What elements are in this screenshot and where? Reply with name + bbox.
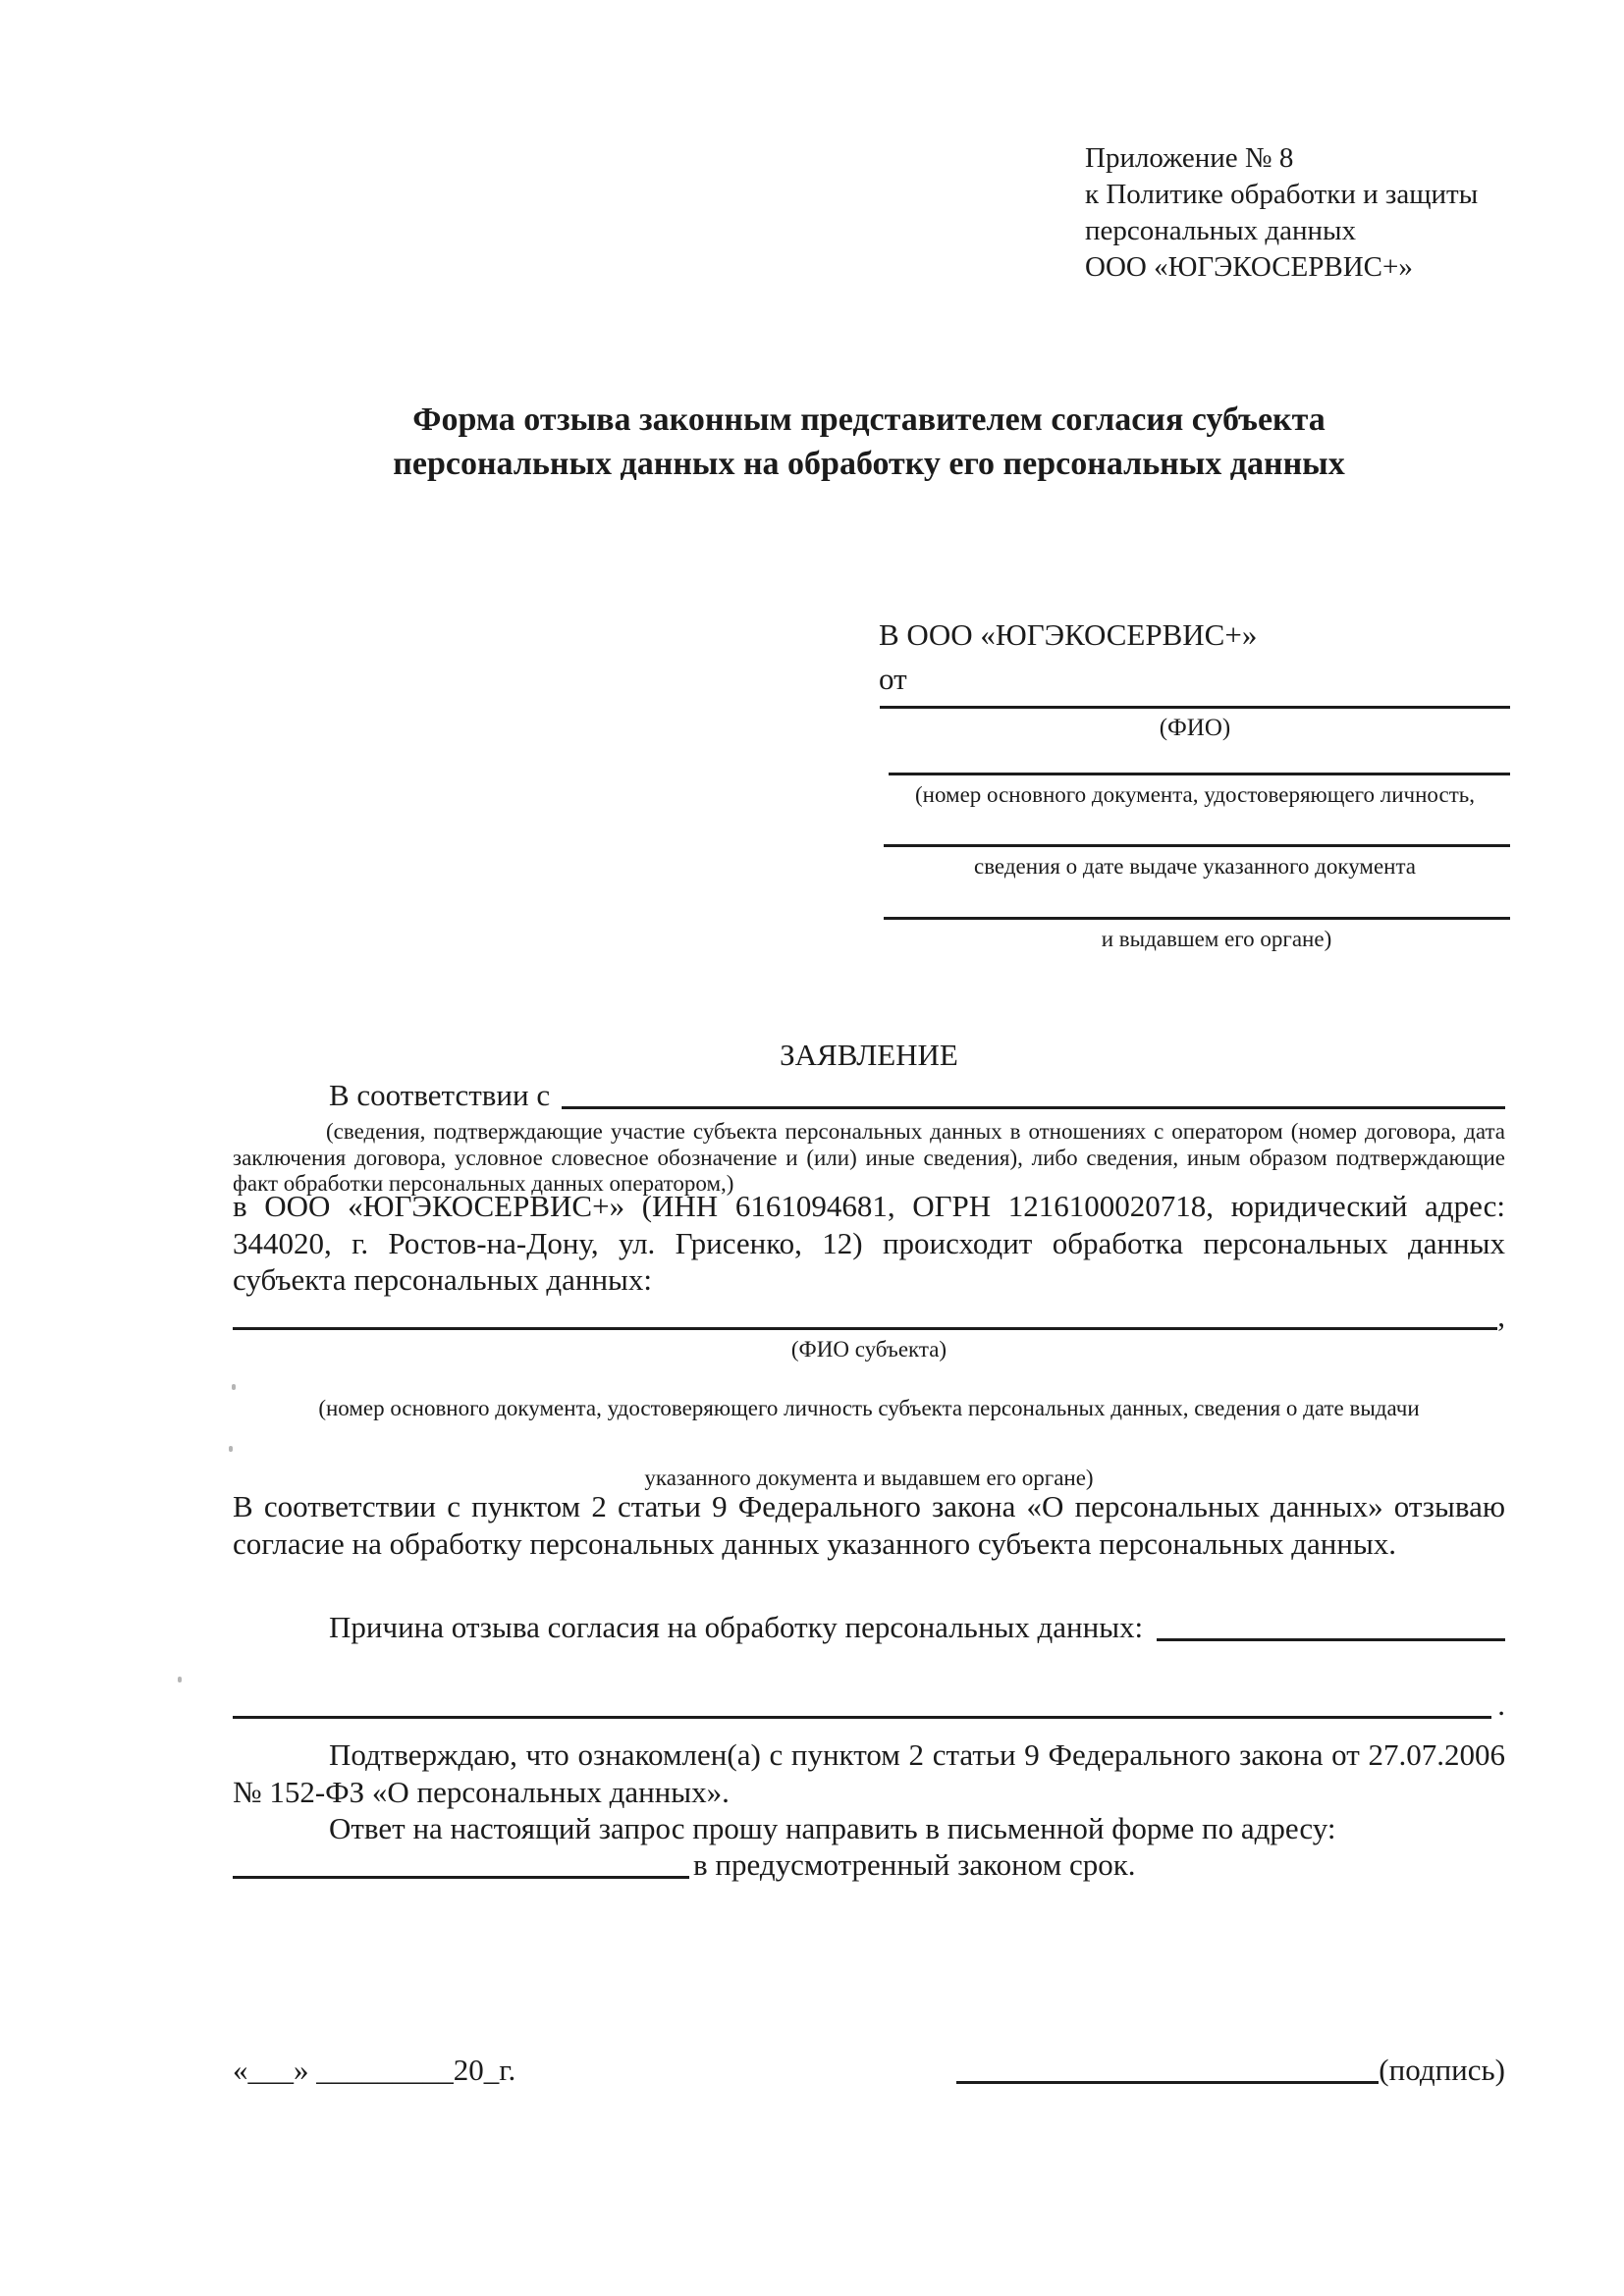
reply-address-row (233, 1846, 1505, 1884)
reason-row (233, 1609, 1505, 1646)
acknowledgement-paragraph: Подтверждаю, что ознакомлен(а) с пунктом 2 статьи 9 Федерального закона от 27.07.2006 № 152-ФЗ «О персональных данных». (233, 1737, 1505, 1809)
document-title (233, 398, 1505, 486)
fio-caption: (ФИО) (1159, 715, 1231, 741)
addressee-from-label: от (879, 662, 907, 696)
signature-blank-line (956, 2081, 1379, 2084)
date-line: «___» _________20_г. (233, 2053, 516, 2087)
fio-blank-line (880, 687, 1510, 709)
stray-mark (229, 1446, 233, 1452)
withdrawal-paragraph: В соответствии с пунктом 2 статьи 9 Федерального закона «О персональных данных» отзываю согласие на обработку персональных данных указанного субъекта персональных данных. (233, 1489, 1505, 1561)
intro-blank-line (562, 1106, 1505, 1109)
header-note-line-1: Приложение № 8 (1085, 142, 1294, 174)
addressee-to: В ООО «ЮГЭКОСЕРВИС+» (879, 617, 1258, 652)
intro-lead: В соответствии с (329, 1078, 551, 1112)
header-note (1085, 140, 1537, 286)
reply-request-tail: в предусмотренный законом срок. (693, 1847, 1136, 1882)
subject-fio-caption: (ФИО субъекта) (790, 1337, 947, 1362)
signature-caption: (подпись) (1379, 2053, 1505, 2087)
doc-issuer-blank-line (884, 898, 1510, 920)
header-note-line-3: персональных данных (1085, 215, 1357, 246)
statement-heading: ЗАЯВЛЕНИЕ (780, 1038, 958, 1072)
intro-footnote: (сведения, подтверждающие участие субъекта персональных данных в отношениях с оператором (номер договора, дата заключения договора, условное словесное обозначение и (или) иные сведения), либо сведения, иным образом подтверждающие факт обработки персональных данных оператором,) (233, 1119, 1505, 1196)
header-note-line-2: к Политике обработки и защиты (1085, 179, 1479, 210)
document-title-line-1: Форма отзыва законным представителем согласия субъекта (412, 401, 1326, 438)
reason-line-suffix: . (1497, 1687, 1505, 1722)
doc-issue-date-caption: сведения о дате выдаче указанного документа (973, 854, 1417, 879)
stray-mark (232, 1384, 236, 1390)
reason-lead: Причина отзыва согласия на обработку персональных данных: (329, 1610, 1144, 1644)
subject-fio-blank-line (233, 1327, 1497, 1330)
reason-continuation-blank-line (233, 1716, 1491, 1719)
document-title-line-2: персональных данных на обработку его персональных данных (393, 446, 1345, 482)
doc-issue-date-blank-line (884, 826, 1510, 847)
reason-blank-line (1157, 1638, 1505, 1641)
subject-line-suffix: , (1497, 1299, 1505, 1333)
footer-row (233, 2052, 1505, 2089)
doc-number-caption: (номер основного документа, удостоверяющего личность, (914, 782, 1475, 807)
intro-row (233, 1077, 1505, 1114)
reply-request: Ответ на настоящий запрос прошу направить в письменной форме по адресу: (329, 1811, 1336, 1845)
header-note-line-4: ООО «ЮГЭКОСЕРВИС+» (1085, 251, 1413, 283)
doc-number-blank-line (889, 754, 1510, 775)
reply-address-blank-line (233, 1876, 689, 1879)
subject-doc-caption-2: указанного документа и выдавшем его органе) (644, 1466, 1094, 1490)
subject-fio-row (233, 1298, 1505, 1335)
operator-paragraph: в ООО «ЮГЭКОСЕРВИС+» (ИНН 6161094681, ОГРН 1216100020718, юридический адрес: 344020, г. Ростов-на-Дону, ул. Грисенко, 12) происходит обработка персональных данных субъекта персональных данных: (233, 1189, 1505, 1297)
subject-doc-caption-1: (номер основного документа, удостоверяющего личность субъекта персональных данных, сведения о дате выдачи (318, 1396, 1420, 1420)
stray-mark (178, 1677, 182, 1682)
reason-continuation-row (233, 1686, 1505, 1724)
doc-issuer-caption: и выдавшем его органе) (1101, 927, 1332, 951)
